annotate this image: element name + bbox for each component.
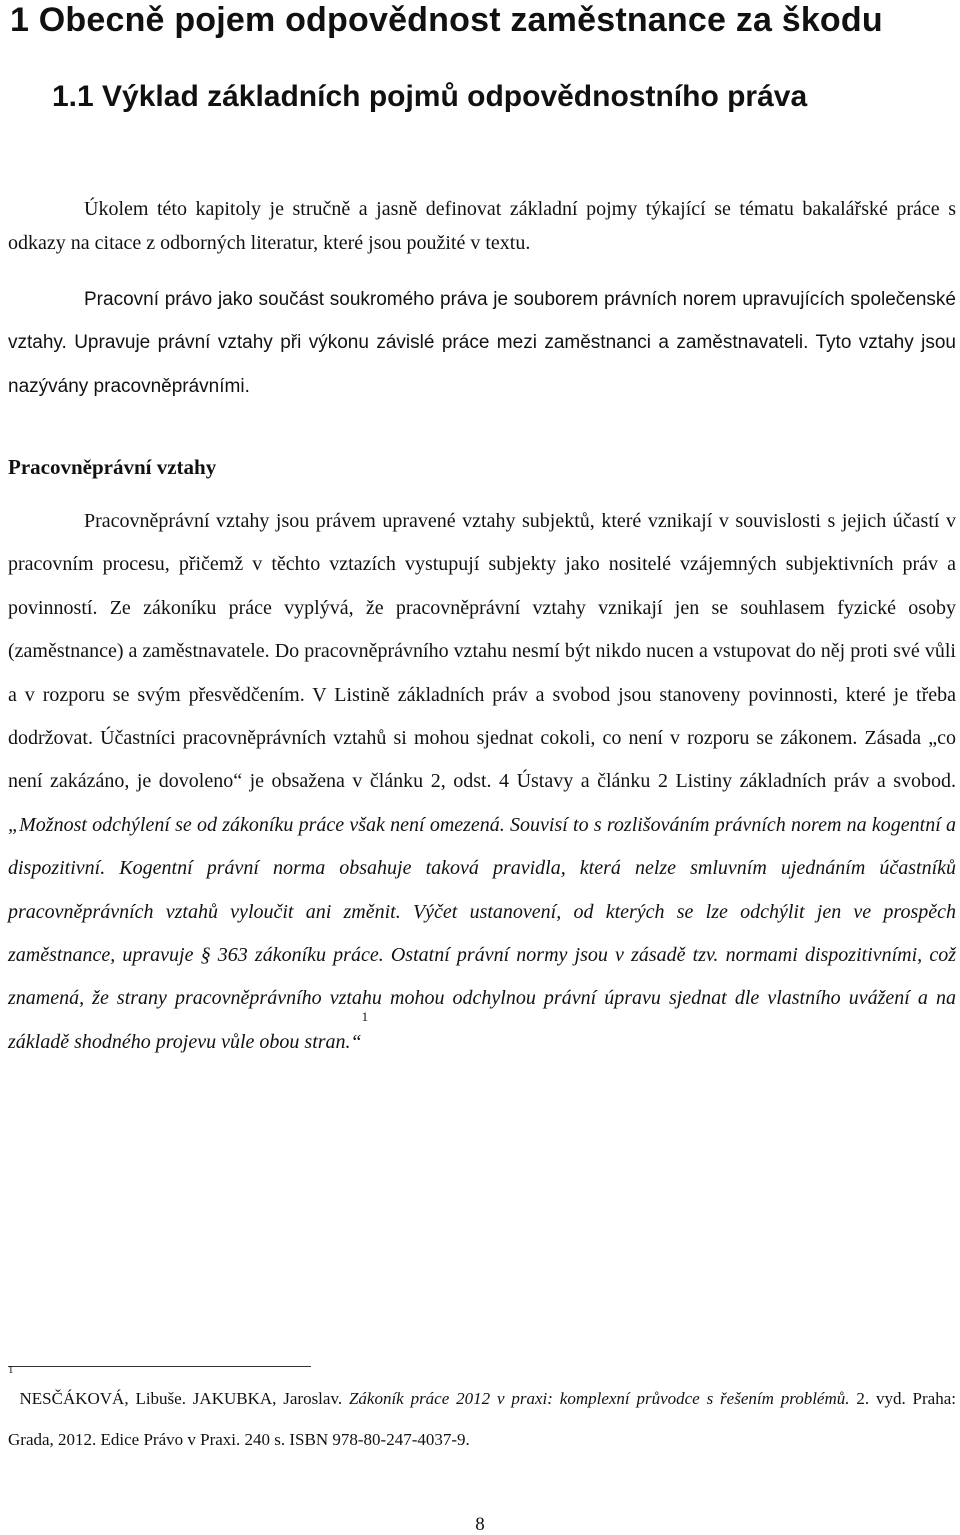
section-heading: 1.1 Výklad základních pojmů odpovědnostního práva — [52, 80, 808, 113]
footnote-authors: NESČÁKOVÁ, Libuše. JAKUBKA, Jaroslav. — [19, 1389, 349, 1408]
chapter-heading: 1 Obecně pojem odpovědnost zaměstnance za škodu — [10, 1, 883, 39]
footnote-separator — [8, 1366, 311, 1367]
intro-paragraph: Úkolem této kapitoly je stručně a jasně definovat základní pojmy týkající se tématu bakalářské práce s odkazy na citace z odborných literatur, které jsou použité v textu. — [8, 198, 956, 254]
main-paragraph-text: Pracovněprávní vztahy jsou právem upravené vztahy subjektů, které vznikají v souvislosti s jejich účastí v pracovním procesu, přičemž v těchto vztazích vystupují subjekty jako nositelé vzájemných subjektivních práv a povinností. Ze zákoníku práce vyplývá, že pracovněprávní vztahy vznikají jen se souhlasem fyzické osoby (zaměstnance) a zaměstnavatele. Do pracovněprávního vztahu nesmí být nikdo nucen a vstupovat do něj proti své vůli a v rozporu se svým přesvědčením. V Listině základních práv a svobod jsou stanoveny povinnosti, které je třeba dodržovat. Účastníci pracovněprávních vztahů si mohou sjednat cokoli, co není v rozporu se zákonem. Zásada „co není zakázáno, je dovoleno“ je obsažena v článku 2, odst. 4 Ústavy a článku 2 Listiny základních práv a svobod. — [8, 510, 956, 793]
footnote-reference[interactable]: 1 — [361, 1008, 369, 1024]
footnote — [8, 1364, 956, 1460]
cited-quote: „Možnost odchýlení se od zákoníku práce však není omezená. Souvisí to s rozlišováním právních norem na kogentní a dispozitivní. Kogentní právní norma obsahuje taková pravidla, která nelze smluvním ujednáním účastníků pracovněprávních vztahů vyloučit ani změnit. Výčet ustanovení, od kterých se lze odchýlit jen ve prospěch zaměstnance, upravuje § 363 zákoníku práce. Ostatní právní normy jsou v zásadě tzv. normami dispozitivními, což znamená, že strany pracovněprávního vztahu mohou odchylnou právní úpravu sjednat dle vlastního uvážení a na základě shodného projevu vůle obou stran.“ — [8, 813, 956, 1053]
labour-law-paragraph: Pracovní právo jako součást soukromého práva je souborem právních norem upravujících společenské vztahy. Upravuje právní vztahy při výkonu závislé práce mezi zaměstnanci a zaměstnavateli. Tyto vztahy jsou nazývány pracovněprávními. — [8, 289, 956, 397]
footnote-details: 2. vyd. Praha: Grada, 2012. Edice Právo v Praxi. 240 s. ISBN 978-80-247-4037-9. — [8, 1389, 956, 1449]
page-number: 8 — [475, 1514, 485, 1535]
main-paragraph — [8, 500, 956, 1064]
footnote-title: Zákoník práce 2012 v praxi: komplexní průvodce s řešením problémů. — [348, 1389, 850, 1408]
footnote-number: 1 — [8, 1364, 14, 1376]
subsection-heading: Pracovněprávní vztahy — [8, 455, 217, 479]
